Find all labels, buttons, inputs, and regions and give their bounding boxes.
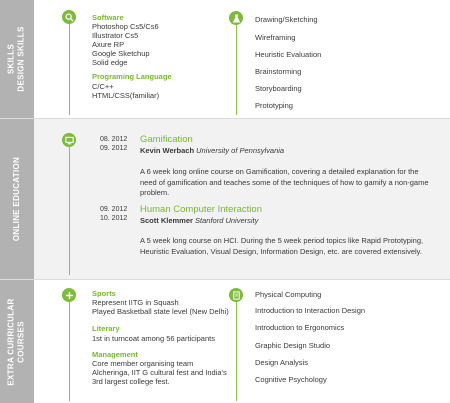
course-title: Human Computer Interaction [140, 204, 262, 215]
timeline-line [236, 301, 237, 401]
course-instructor-line [140, 146, 284, 155]
section-divider [0, 279, 450, 280]
design-skill-item: Heuristic Evaluation [255, 50, 322, 59]
course-date-start: 08. 2012 [100, 136, 128, 143]
course-item: Design Analysis [255, 358, 308, 367]
design-skill-item: Drawing/Sketching [255, 15, 318, 24]
course-item: Introduction to Interaction Design [255, 306, 366, 315]
skills-section-label [0, 0, 34, 118]
course-item: Physical Computing [255, 290, 322, 299]
design-skill-item: Storyboarding [255, 84, 302, 93]
sports-item: Played Basketball state level (New Delhi) [92, 307, 229, 316]
software-item: Solid edge [92, 58, 128, 67]
design-skill-item: Prototyping [255, 101, 293, 110]
course-date-start: 09. 2012 [100, 206, 128, 213]
course-institution: University of Pennsylvania [196, 146, 285, 155]
software-heading: Software [92, 13, 124, 22]
section-divider [0, 118, 450, 119]
management-item: 3rd largest college fest. [92, 377, 170, 386]
course-date-end: 10. 2012 [100, 215, 128, 222]
course-item: Cognitive Psychology [255, 375, 327, 384]
extra-curricular-label: EXTRA CURRICULAR [7, 297, 17, 386]
programming-item: HTML/CSS(familiar) [92, 91, 160, 100]
online-education-label: ONLINE EDUCATION [12, 156, 21, 242]
design-skills-label: DESIGN SKILLS [17, 26, 26, 92]
document-icon [229, 288, 243, 302]
management-item: Alcheringa, IIT G cultural fest and India's [92, 368, 227, 377]
course-instructor: Kevin Werbach [140, 146, 195, 155]
design-skill-item: Brainstorming [255, 67, 302, 76]
timeline-line [69, 22, 70, 115]
timeline-line [69, 147, 70, 275]
course-institution: Stanford University [195, 216, 259, 225]
extracurricular-section-label [0, 280, 34, 403]
search-icon [62, 10, 76, 24]
plus-icon [62, 288, 76, 302]
course-description: A 5 week long course on HCI. During the 5 week period topics like Rapid Prototyping, Heuristic Evaluation, Visual Design, Information Design, etc. are covered extensively. [140, 236, 424, 256]
course-item: Introduction to Ergonomics [255, 323, 345, 332]
course-instructor: Scott Klemmer [140, 216, 193, 225]
literary-heading: Literary [92, 324, 120, 333]
programming-item: C/C++ [92, 82, 114, 91]
management-item: Core member organising team [92, 359, 194, 368]
software-item: Illustrator Cs5 [92, 31, 139, 40]
management-heading: Management [92, 350, 138, 359]
course-instructor-line [140, 216, 258, 225]
literary-item: 1st in turncoat among 56 participants [92, 334, 215, 343]
sports-heading: Sports [92, 289, 116, 298]
flask-icon [229, 11, 243, 25]
education-section-label [0, 119, 34, 279]
timeline-line [69, 301, 70, 401]
monitor-icon [62, 133, 76, 147]
sports-item: Represent IITG in Squash [92, 298, 179, 307]
timeline-line [236, 22, 237, 115]
course-date-end: 09. 2012 [100, 145, 128, 152]
design-skill-item: Wireframing [255, 33, 296, 42]
software-item: Google Sketchup [92, 49, 150, 58]
programming-heading: Programing Language [92, 72, 172, 81]
software-item: Axure RP [92, 40, 125, 49]
courses-label: COURSES [17, 320, 27, 363]
course-title: Gamification [140, 134, 193, 145]
course-description: A 6 week long online course on Gamification, covering a detailed explanation for the need of gamification and teaches some of the techniques of how to gamify a non-game problem. [140, 167, 429, 197]
course-item: Graphic Design Studio [255, 341, 331, 350]
software-item: Photoshop Cs5/Cs6 [92, 22, 159, 31]
skills-label: SKILLS [7, 43, 16, 75]
